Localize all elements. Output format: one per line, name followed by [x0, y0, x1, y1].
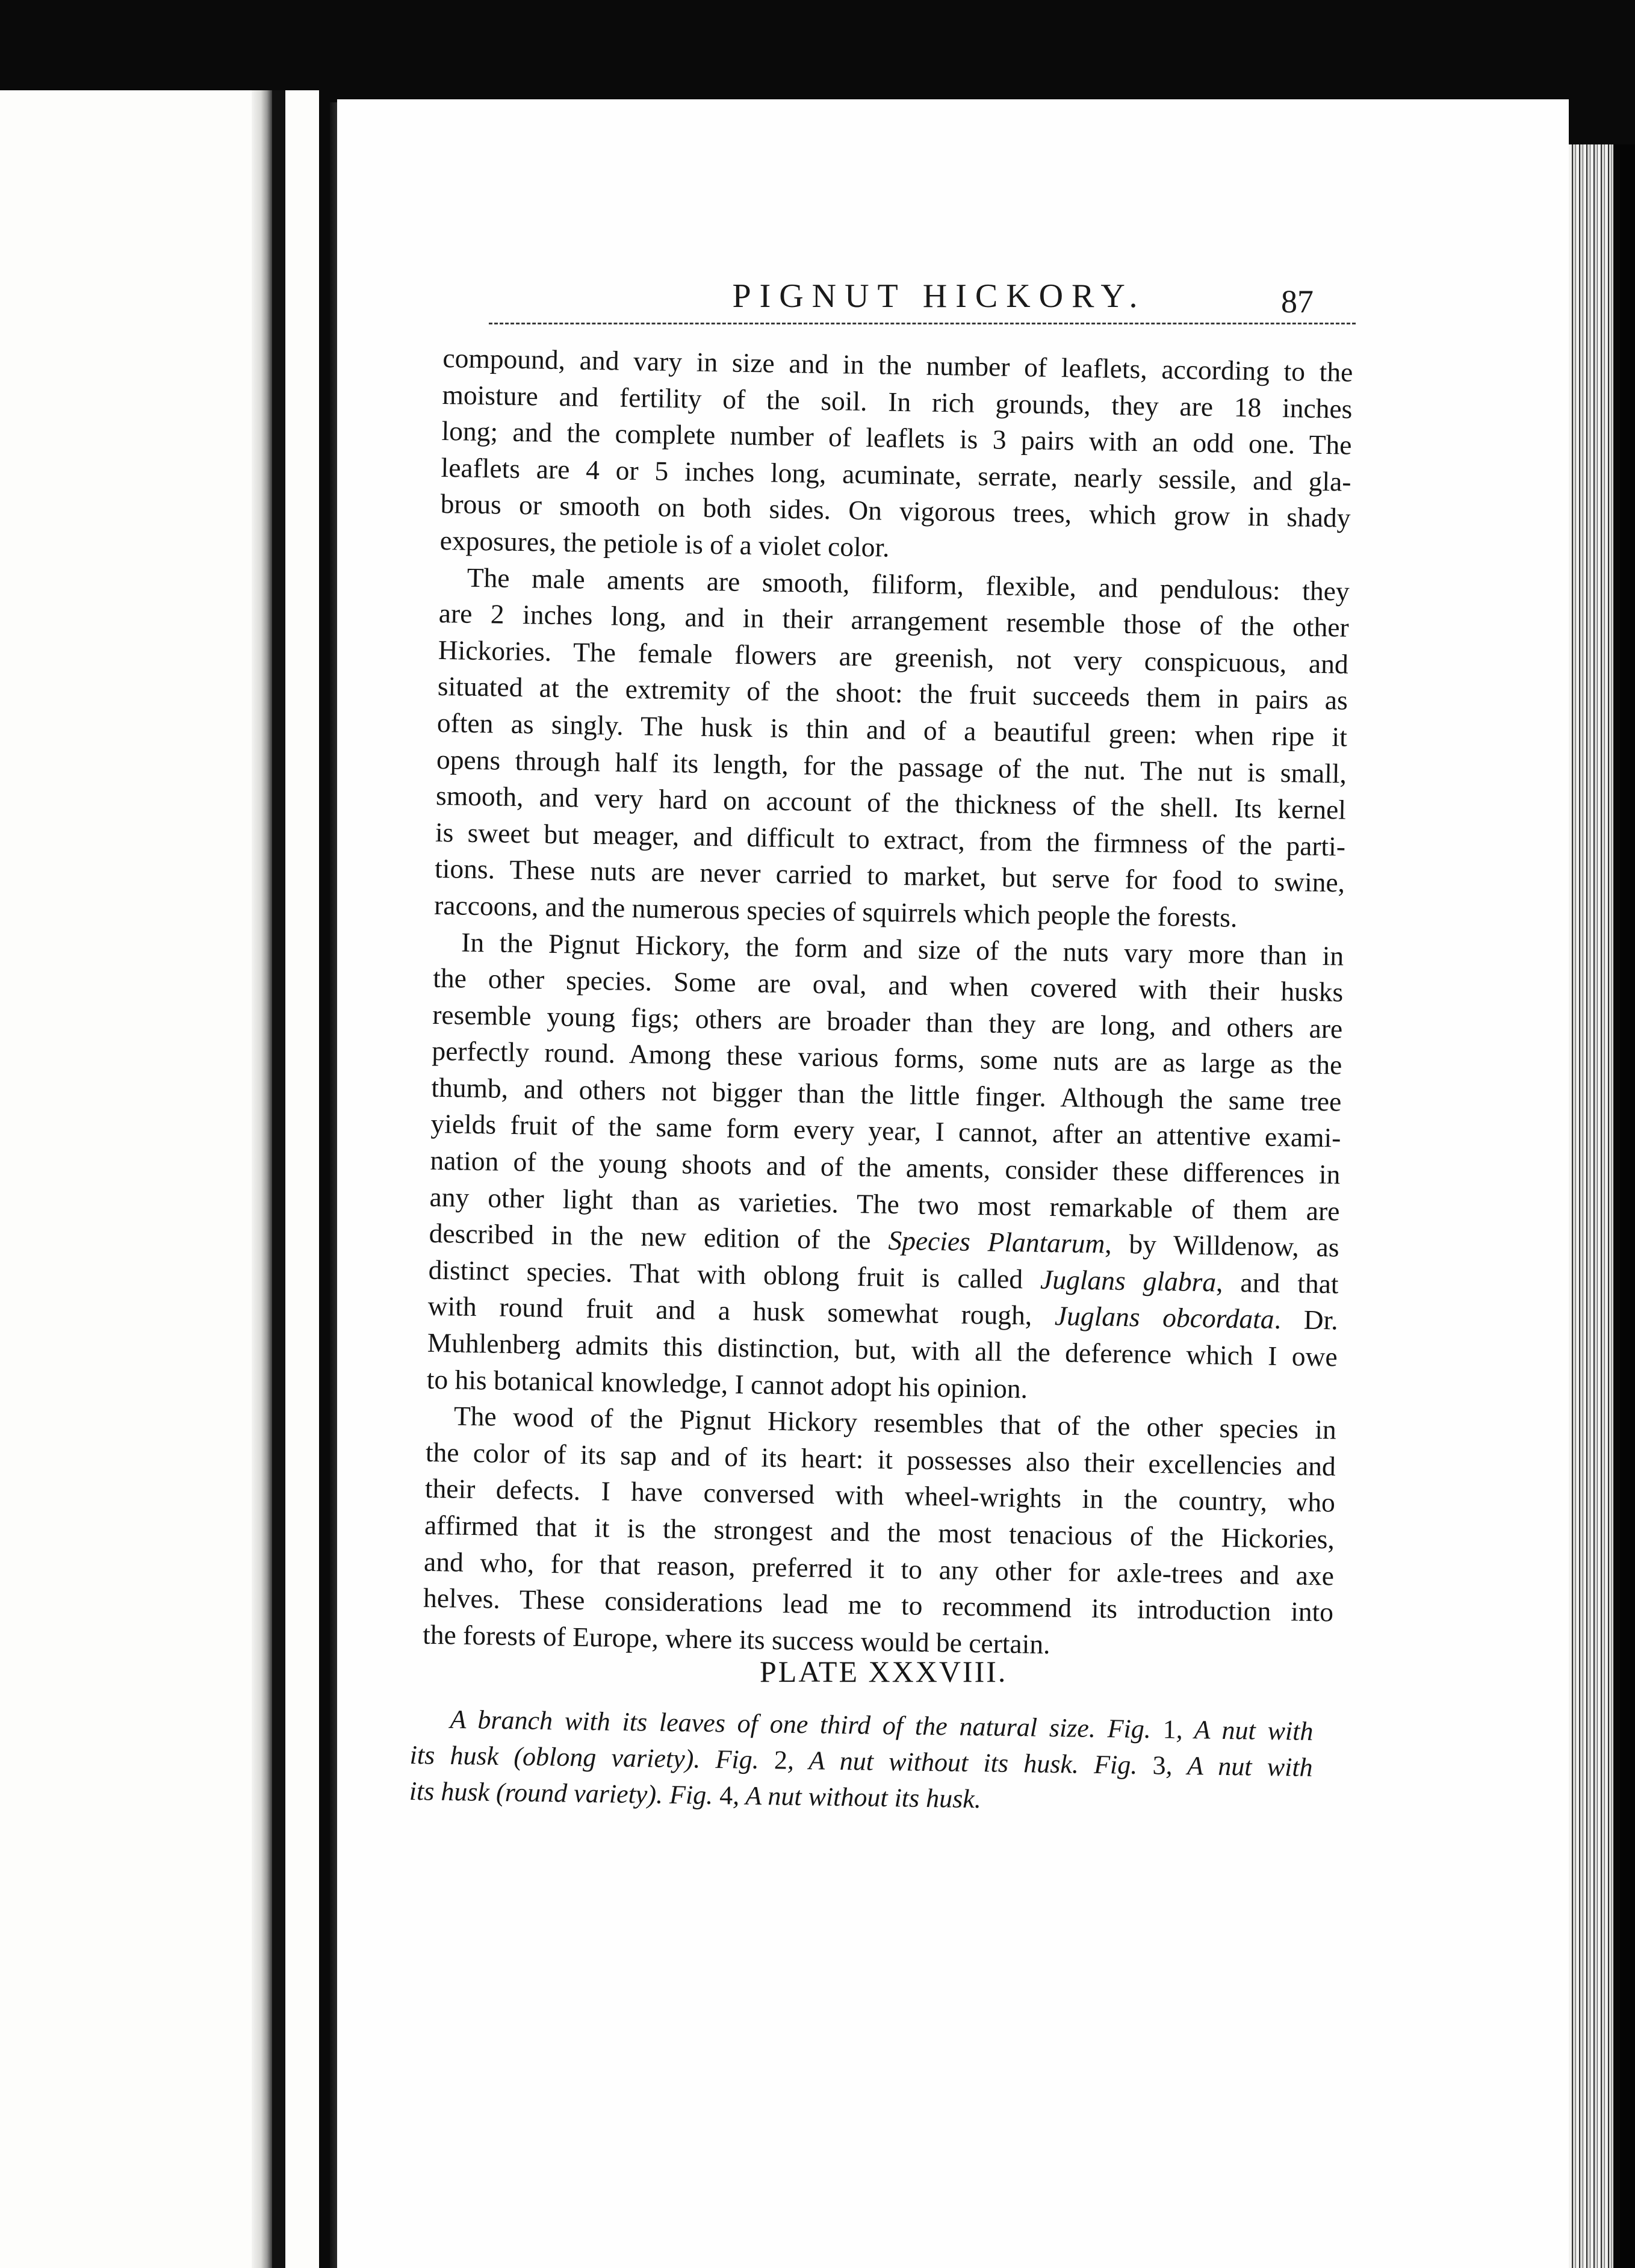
text-line: and who, for that reason, preferred it to any other for axle-trees and axe [423, 1546, 1335, 1591]
plate-title: PLATE XXXVIII. [760, 1655, 1008, 1688]
paragraph [423, 1398, 1336, 1667]
caption-line: A branch with its leaves of one third of the natural size. Fig. 1, A nut with [450, 1704, 1314, 1746]
page-number: 87 [1281, 284, 1314, 320]
caption-line: its husk (oblong variety). Fig. 2, A nut without its husk. Fig. 3, A nut with [409, 1740, 1313, 1782]
text-line: leaflets are 4 or 5 inches long, acuminate, serrate, nearly sessile, and gla- [441, 451, 1351, 497]
text-line: nation of the young shoots and of the aments, consider these differences in [430, 1144, 1341, 1190]
text-line: the color of its sap and of its heart: it possesses also their excellencies and [425, 1436, 1336, 1482]
text-line: often as singly. The husk is thin and of a beautiful green: when ripe it [436, 707, 1348, 752]
running-head: PIGNUT HICKORY. [732, 277, 1146, 315]
text-line: the other species. Some are oval, and when covered with their husks [432, 962, 1344, 1008]
text-line: resemble young figs; others are broader than they are long, and others are [432, 999, 1343, 1044]
body-text [423, 340, 1353, 1667]
text-line: opens through half its length, for the passage of the nut. The nut is small, [436, 743, 1347, 789]
text-line: raccoons, and the numerous species of squirrels which people the forests. [433, 889, 1238, 933]
text-line: are 2 inches long, and in their arrangement resemble those of the other [438, 598, 1350, 643]
latin-name: Juglans glabra [1040, 1263, 1217, 1298]
text-line: The male aments are smooth, filiform, flexible, and pendulous: they [467, 562, 1350, 607]
text-line: with round fruit and a husk somewhat rough, Juglans obcordata. Dr. [427, 1290, 1339, 1336]
text-line: In the Pignut Hickory, the form and size of the nuts vary more than in [461, 926, 1344, 971]
text-line: brous or smooth on both sides. On vigorous trees, which grow in shady [440, 488, 1351, 534]
plate-caption [409, 1701, 1313, 1822]
page-edges-stack [1569, 144, 1613, 2268]
text-line: thumb, and others not bigger than the little finger. Although the same tree [431, 1071, 1342, 1117]
paragraph [434, 559, 1350, 938]
text-line: helves. These considerations lead me to recommend its introduction into [423, 1582, 1334, 1628]
latin-name: Species Plantarum [888, 1225, 1105, 1259]
book-gutter [272, 90, 285, 2268]
text-line: exposures, the petiole is of a violet color. [439, 524, 890, 563]
paragraph [439, 340, 1353, 573]
text-line: yields fruit of the same form every year, I cannot, after an attentive exami- [430, 1108, 1341, 1154]
text-line: compound, and vary in size and in the number of leaflets, according to the [442, 342, 1353, 388]
text-line: distinct species. That with oblong fruit is called Juglans glabra, and that [428, 1254, 1339, 1300]
text-line: Muhlenberg admits this distinction, but, with all the deference which I owe [427, 1327, 1338, 1372]
header-rule [489, 323, 1356, 324]
text-line: moisture and fertility of the soil. In rich grounds, they are 18 inches [442, 379, 1353, 424]
text-line: long; and the complete number of leaflets is 3 pairs with an odd one. The [441, 415, 1352, 460]
page-edges-shadow [1613, 144, 1635, 2268]
text-line: perfectly round. Among these various forms, some nuts are as large as the [432, 1035, 1342, 1080]
latin-name: Juglans obcordata [1054, 1300, 1275, 1335]
text-line: their defects. I have conversed with wheel-wrights in the country, who [424, 1473, 1336, 1518]
text-line: The wood of the Pignut Hickory resembles that of the other species in [453, 1400, 1337, 1445]
text-line: the forests of Europe, where its success would be certain. [422, 1619, 1050, 1659]
text-line: smooth, and very hard on account of the thickness of the shell. Its kernel [435, 780, 1347, 825]
text-line: affirmed that it is the strongest and the most tenacious of the Hickories, [424, 1509, 1335, 1555]
text-line: any other light than as varieties. The two most remarkable of them are [429, 1181, 1340, 1227]
text-line: Hickories. The female flowers are greenish, not very conspicuous, and [438, 634, 1349, 680]
caption-line: its husk (round variety). Fig. 4, A nut without its husk. [409, 1776, 982, 1814]
text-line: tions. These nuts are never carried to market, but serve for food to swine, [434, 853, 1345, 898]
paragraph [426, 923, 1344, 1411]
previous-page-edge [252, 90, 272, 2268]
text-line: described in the new edition of the Species Plantarum, by Willdenow, as [429, 1218, 1339, 1263]
text-line: situated at the extremity of the shoot: the fruit succeeds them in pairs as [437, 671, 1348, 716]
text-line: to his botanical knowledge, I cannot adopt his opinion. [426, 1363, 1028, 1404]
text-line: is sweet but meager, and difficult to extract, from the firmness of the parti- [435, 816, 1346, 862]
